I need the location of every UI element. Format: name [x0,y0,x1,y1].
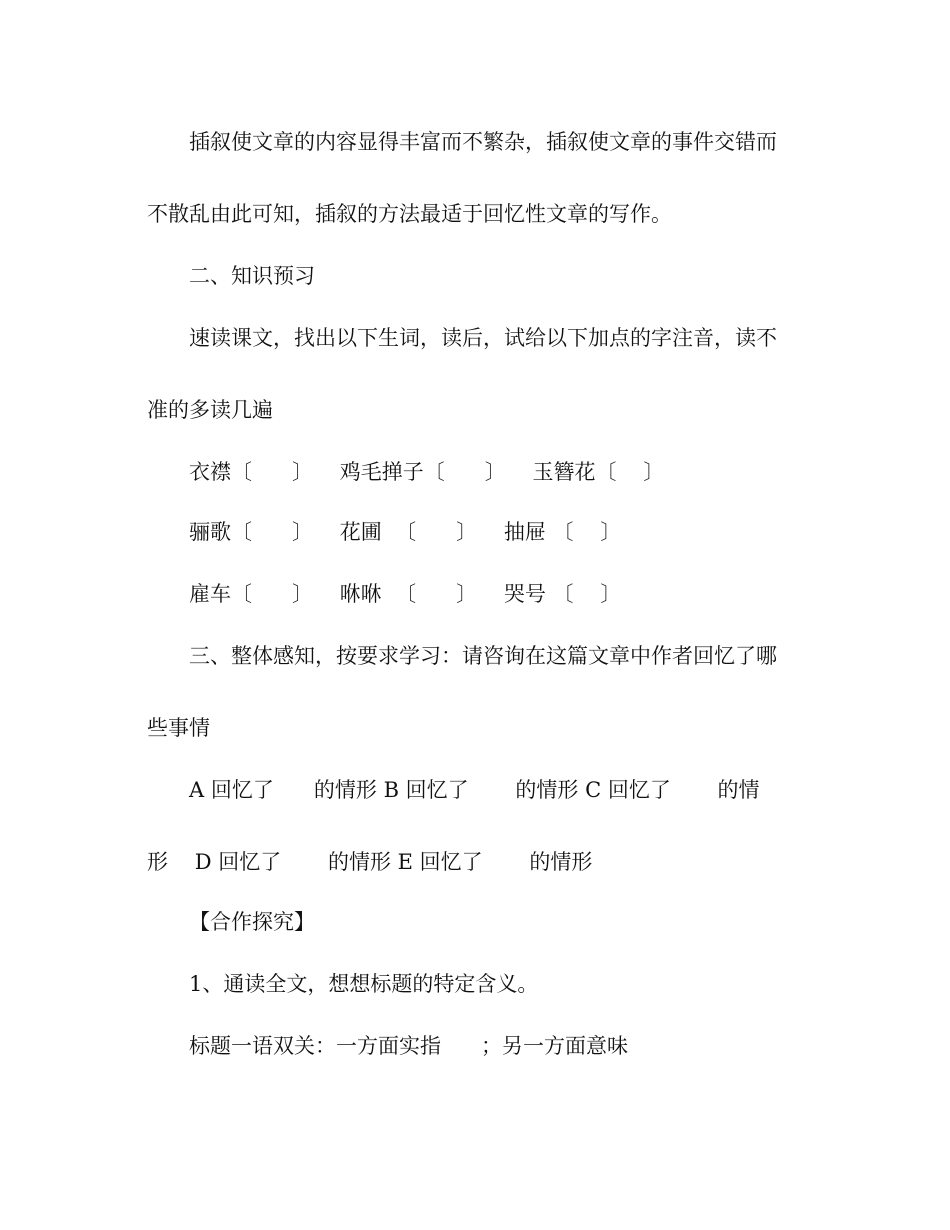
question-1: 1、通读全文，想想标题的特定含义。 [189,972,539,996]
recall-options-line2: 形 D 回忆了 的情形 E 回忆了 的情形 [147,850,593,874]
paragraph-preview-line2: 准的多读几遍 [147,398,273,422]
section-heading-overall-line2: 些事情 [147,716,210,740]
vocab-row-3: 雇车〔 〕 咻咻 〔 〕 哭号 〔 〕 [189,582,622,606]
paragraph-preview-line1: 速读课文，找出以下生词，读后，试给以下加点的字注音，读不 [189,326,777,350]
vocab-row-2: 骊歌〔 〕 花圃 〔 〕 抽屉 〔 〕 [189,520,622,544]
section-heading-cooperative-inquiry: 【合作探究】 [189,910,315,934]
paragraph-insertion-line1: 插叙使文章的内容显得丰富而不繁杂，插叙使文章的事件交错而 [189,130,777,154]
vocab-row-1: 衣襟〔 〕 鸡毛掸子〔 〕 玉簪花〔 〕 [189,460,665,484]
section-heading-knowledge-preview: 二、知识预习 [189,264,315,288]
question-1-answer: 标题一语双关：一方面实指 ；另一方面意味 [189,1034,629,1058]
section-heading-overall-line1: 三、整体感知，按要求学习：请咨询在这篇文章中作者回忆了哪 [189,644,777,668]
recall-options-line1: A 回忆了 的情形 B 回忆了 的情形 C 回忆了 的情 [189,778,760,802]
paragraph-insertion-line2: 不散乱由此可知，插叙的方法最适于回忆性文章的写作。 [147,202,672,226]
